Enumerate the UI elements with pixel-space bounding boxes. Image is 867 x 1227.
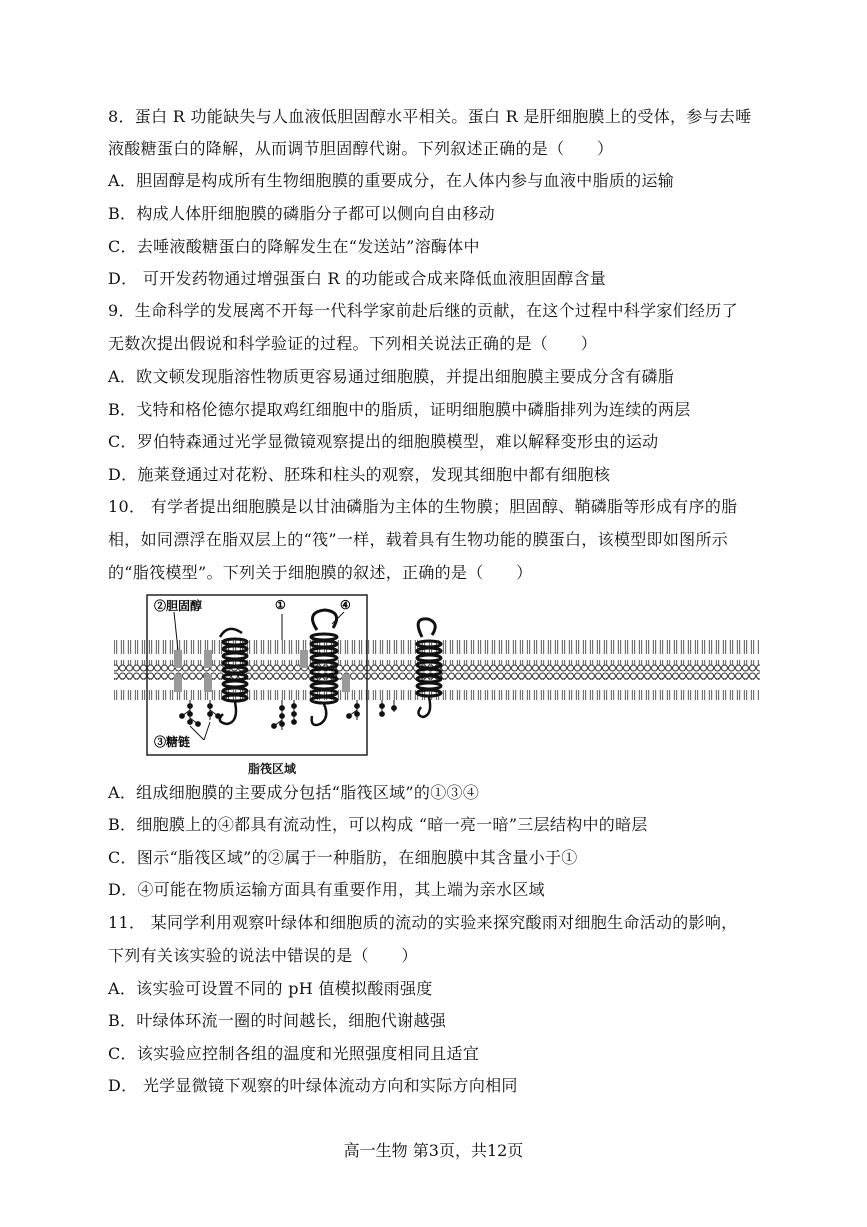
q10-stem-line2: 相，如同漂浮在脂双层上的“筏”一样，载着具有生物功能的膜蛋白，该模型即如图所示: [108, 530, 729, 549]
q10-option-a: A．组成细胞膜的主要成分包括“脂筏区域”的①③④: [108, 783, 480, 802]
q8-option-c: C．去唾液酸糖蛋白的降解发生在“发送站”溶酶体中: [108, 237, 480, 256]
q10-option-c: C．图示“脂筏区域”的②属于一种脂肪，在细胞膜中其含量小于①: [108, 848, 578, 867]
q8-stem-line1: 8．蛋白 R 功能缺失与人血液低胆固醇水平相关。蛋白 R 是肝细胞膜上的受体，参与去唾: [108, 107, 752, 126]
q11-option-b: B．叶绿体环流一圈的时间越长，细胞代谢越强: [108, 1011, 447, 1030]
q10-stem-line3: 的“脂筏模型”。下列关于细胞膜的叙述，正确的是（ ）: [108, 563, 533, 582]
q11-option-c: C．该实验应控制各组的温度和光照强度相同且适宜: [108, 1044, 480, 1063]
q9-option-b: B．戈特和格伦德尔提取鸡红细胞中的脂质，证明细胞膜中磷脂排列为连续的两层: [108, 400, 691, 419]
membrane-protein-helix-outside: [417, 619, 441, 717]
q8-option-b: B．构成人体肝细胞膜的磷脂分子都可以侧向自由移动: [108, 204, 495, 223]
label-1: ①: [275, 598, 286, 612]
lipid-raft-figure: [112, 592, 762, 782]
label-sugar-chain: ③糖链: [154, 735, 191, 749]
q11-option-d: D． 光学显微镜下观察的叶绿体流动方向和实际方向相同: [108, 1076, 518, 1095]
page-footer: 高一生物 第3页，共12页: [343, 1141, 524, 1160]
q10-option-d: D．④可能在物质运输方面具有重要作用，其上端为亲水区域: [108, 880, 545, 899]
q11-stem-line1: 11． 某同学利用观察叶绿体和细胞质的流动的实验来探究酸雨对细胞生命活动的影响，: [108, 913, 738, 932]
label-cholesterol: ②胆固醇: [154, 599, 203, 613]
q10-option-b: B．细胞膜上的④都具有流动性，可以构成 “暗一亮一暗”三层结构中的暗层: [108, 815, 648, 834]
q9-option-d: D．施莱登通过对花粉、胚珠和柱头的观察，发现其细胞中都有细胞核: [108, 465, 611, 484]
membrane-protein-helix-4: [311, 610, 337, 725]
q9-option-c: C．罗伯特森通过光学显微镜观察提出的细胞膜模型，难以解释变形虫的运动: [108, 432, 659, 451]
q11-stem-line2: 下列有关该实验的说法中错误的是（ ）: [108, 946, 418, 965]
q8-option-a: A．胆固醇是构成所有生物细胞膜的重要成分，在人体内参与血液中脂质的运输: [108, 171, 675, 190]
q11-option-a: A．该实验可设置不同的 pH 值模拟酸雨强度: [108, 979, 433, 998]
sugar-chains: [180, 700, 397, 730]
q9-stem-line1: 9．生命科学的发展离不开每一代科学家前赴后继的贡献，在这个过程中科学家们经历了: [108, 301, 738, 320]
q9-option-a: A．欧文顿发现脂溶性物质更容易通过细胞膜，并提出细胞膜主要成分含有磷脂: [108, 367, 675, 386]
q8-option-d: D． 可开发药物通过增强蛋白 R 的功能或合成来降低血液胆固醇含量: [108, 269, 607, 288]
label-4: ④: [340, 598, 351, 612]
lipid-raft-diagram: [112, 592, 762, 782]
figure-caption: 脂筏区域: [248, 762, 297, 776]
q10-stem-line1: 10． 有学者提出细胞膜是以甘油磷脂为主体的生物膜；胆固醇、鞘磷脂等形成有序的脂: [108, 497, 738, 516]
q9-stem-line2: 无数次提出假说和科学验证的过程。下列相关说法正确的是（ ）: [108, 334, 598, 353]
q8-stem-line2: 液酸糖蛋白的降解，从而调节胆固醇代谢。下列叙述正确的是（ ）: [108, 139, 614, 158]
